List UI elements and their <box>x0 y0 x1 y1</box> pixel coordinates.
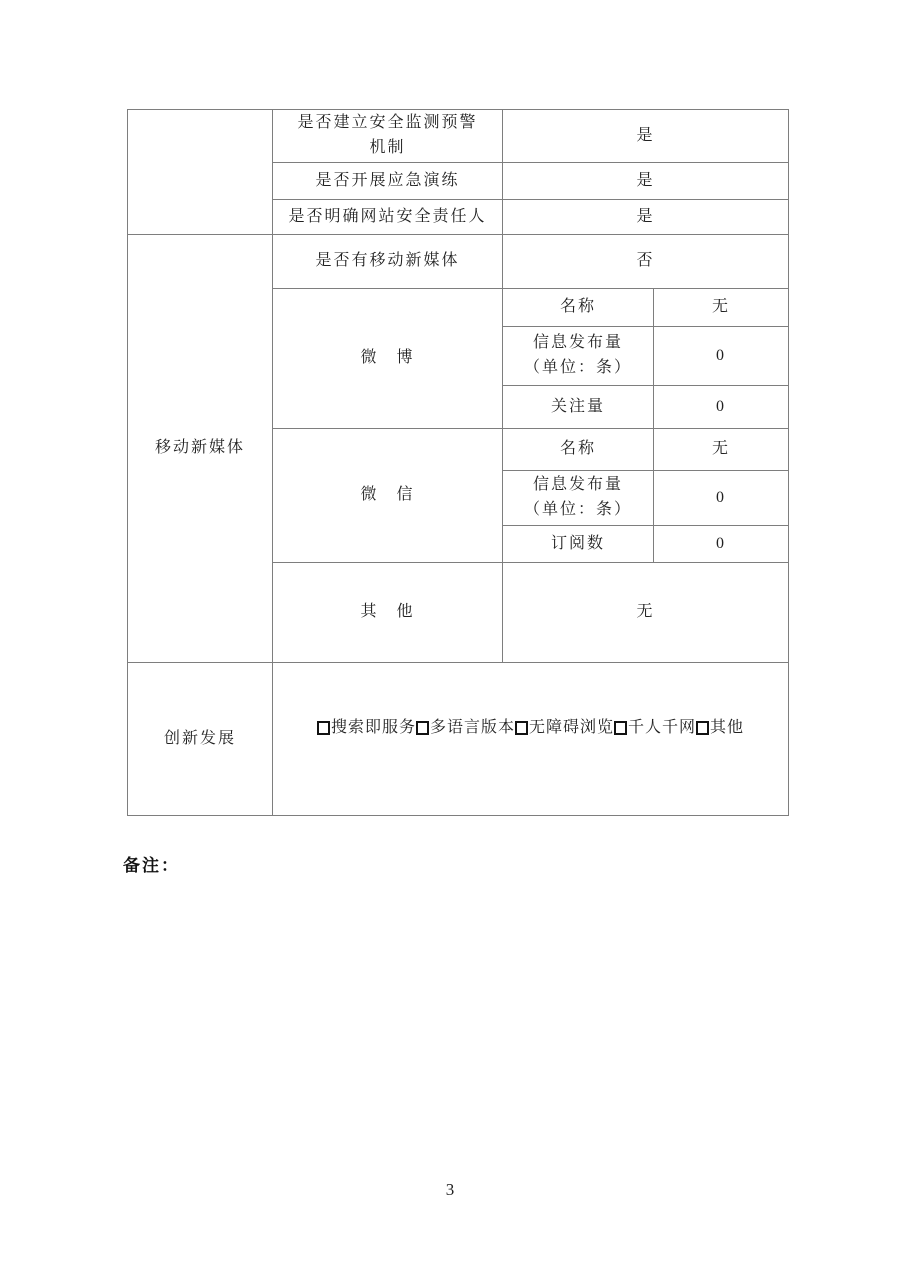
innovation-option <box>614 716 696 741</box>
mobile-media-question-value: 否 <box>503 235 789 289</box>
weibo-followers-value: 0 <box>654 386 789 429</box>
wechat-posts-label: 信息发布量 （单位：条） <box>503 471 654 526</box>
weibo-followers-label: 关注量 <box>503 386 654 429</box>
checkbox-icon <box>317 721 330 735</box>
weibo-name-label: 名称 <box>503 289 654 327</box>
security-row-value: 是 <box>503 110 789 163</box>
innovation-options-line <box>273 716 788 741</box>
checkbox-icon <box>696 721 709 735</box>
other-media-value: 无 <box>503 563 789 663</box>
wechat-posts-value: 0 <box>654 471 789 526</box>
wechat-subscribers-value: 0 <box>654 526 789 563</box>
page-number: 3 <box>445 1180 455 1199</box>
wechat-name-label: 名称 <box>503 429 654 471</box>
annual-report-table <box>127 109 789 816</box>
security-row-label: 是否开展应急演练 <box>273 163 503 200</box>
checkbox-icon <box>515 721 528 735</box>
weibo-name-value: 无 <box>654 289 789 327</box>
wechat-subscribers-label: 订阅数 <box>503 526 654 563</box>
innovation-option-label: 多语言版本 <box>429 718 515 736</box>
weibo-group-label: 微 博 <box>273 289 503 429</box>
innovation-option <box>515 716 614 741</box>
innovation-options-cell <box>273 663 789 816</box>
innovation-option-label: 无障碍浏览 <box>528 718 614 736</box>
innovation-option-label: 千人千网 <box>628 718 697 736</box>
innovation-section-label: 创新发展 <box>128 663 273 816</box>
weibo-posts-value: 0 <box>654 327 789 386</box>
notes-label: 备注： <box>123 856 180 875</box>
wechat-group-label: 微 信 <box>273 429 503 563</box>
wechat-name-value: 无 <box>654 429 789 471</box>
innovation-option <box>696 716 744 741</box>
innovation-option-label: 其他 <box>710 718 745 736</box>
security-section-label-cell <box>128 110 273 235</box>
innovation-option <box>317 716 416 741</box>
security-row-value: 是 <box>503 200 789 235</box>
other-media-label: 其 他 <box>273 563 503 663</box>
checkbox-icon <box>416 721 429 735</box>
security-row-label: 是否建立安全监测预警机制 <box>273 110 503 163</box>
weibo-posts-label: 信息发布量 （单位：条） <box>503 327 654 386</box>
security-row-label: 是否明确网站安全责任人 <box>273 200 503 235</box>
mobile-media-question-label: 是否有移动新媒体 <box>273 235 503 289</box>
innovation-option-label: 搜索即服务 <box>330 718 416 736</box>
innovation-option <box>416 716 515 741</box>
mobile-media-section-label: 移动新媒体 <box>128 235 273 663</box>
security-row-value: 是 <box>503 163 789 200</box>
checkbox-icon <box>614 721 627 735</box>
